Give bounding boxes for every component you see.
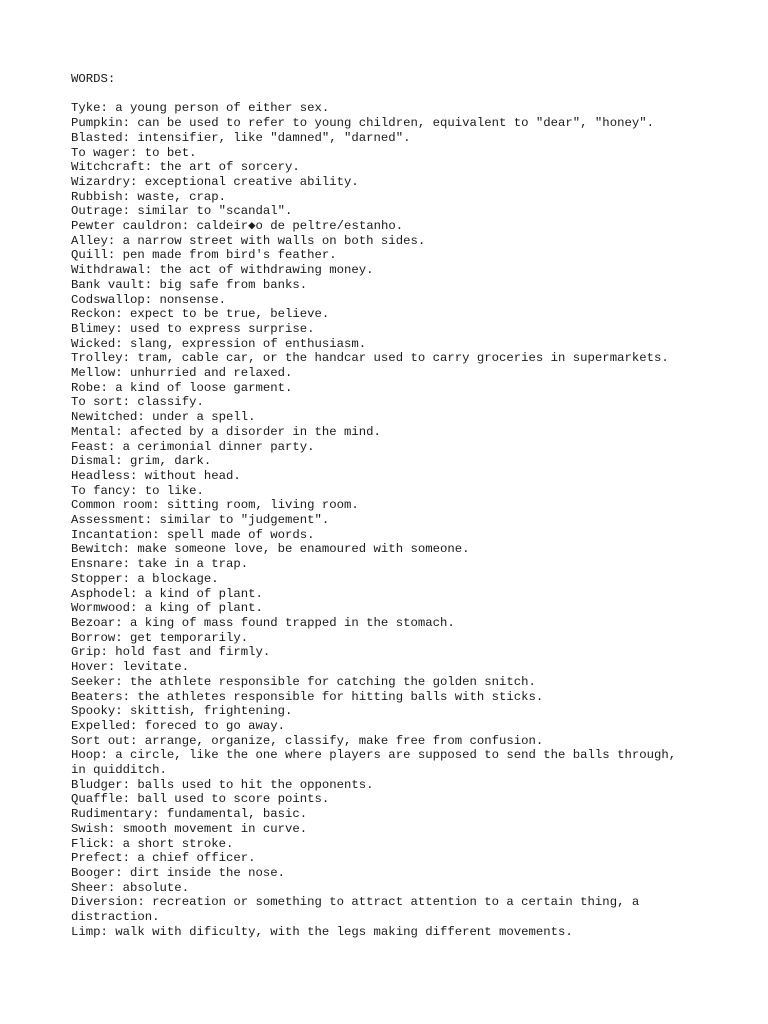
glossary-entry: To wager: to bet.: [71, 145, 197, 160]
glossary-entry: Spooky: skittish, frightening.: [71, 704, 293, 719]
glossary-entry: Expelled: foreced to go away.: [71, 718, 286, 733]
glossary-entry: Feast: a cerimonial dinner party.: [71, 439, 315, 454]
glossary-entry: To sort: classify.: [71, 395, 204, 410]
glossary-entry: Bezoar: a king of mass found trapped in the stomach.: [71, 616, 455, 630]
glossary-entry: Withdrawal: the act of withdrawing money.: [71, 263, 374, 278]
glossary-list: [71, 101, 721, 939]
glossary-entry: Hover: levitate.: [71, 660, 190, 675]
glossary-entry: Blasted: intensifier, like "damned", "darned".: [71, 130, 411, 145]
glossary-entry: Quaffle: ball used to score points.: [71, 792, 330, 807]
glossary-entry: Prefect: a chief officer.: [71, 851, 256, 866]
glossary-entry: Trolley: tram, cable car, or the handcar used to carry groceries in supermarkets.: [71, 351, 669, 366]
glossary-entry: Rudimentary: fundamental, basic.: [71, 807, 308, 822]
glossary-entry: Assessment: similar to "judgement".: [71, 513, 330, 528]
glossary-entry: Codswallop: nonsense.: [71, 292, 226, 307]
glossary-entry: Stopper: a blockage.: [71, 571, 219, 586]
glossary-entry: Booger: dirt inside the nose.: [71, 865, 286, 880]
glossary-entry: Sheer: absolute.: [71, 880, 190, 895]
glossary-entry: To fancy: to like.: [71, 483, 204, 498]
glossary-entry: Newitched: under a spell.: [71, 410, 256, 425]
glossary-entry: Swish: smooth movement in curve.: [71, 821, 308, 836]
glossary-entry: Tyke: a young person of either sex.: [71, 101, 330, 116]
glossary-entry: Mental: afected by a disorder in the mind.: [71, 424, 381, 439]
glossary-entry: Grip: hold fast and firmly.: [71, 645, 271, 660]
glossary-entry: Rubbish: waste, crap.: [71, 189, 226, 204]
glossary-entry: Borrow: get temporarily.: [71, 630, 249, 645]
glossary-entry: Wicked: slang, expression of enthusiasm.: [71, 336, 367, 351]
glossary-entry: Robe: a kind of loose garment.: [71, 380, 293, 395]
glossary-entry: Pewter cauldron: caldeir◆o de peltre/estanho.: [71, 219, 404, 234]
glossary-entry: Diversion: recreation or something to attract attention to a certain thing, a distraction.: [71, 895, 640, 925]
glossary-entry: Dismal: grim, dark.: [71, 454, 212, 469]
glossary-entry: Beaters: the athletes responsible for hitting balls with sticks.: [71, 689, 544, 704]
glossary-entry: Asphodel: a kind of plant.: [71, 586, 263, 601]
glossary-entry: Mellow: unhurried and relaxed.: [71, 366, 293, 381]
document-page: [71, 72, 721, 939]
glossary-entry: Bludger: balls used to hit the opponents.: [71, 777, 374, 792]
glossary-entry: Bewitch: make someone love, be enamoured with someone.: [71, 542, 470, 557]
glossary-entry: Wormwood: a king of plant.: [71, 601, 263, 616]
glossary-entry: Pumpkin: can be used to refer to young children, equivalent to "dear", "honey".: [71, 116, 654, 131]
glossary-entry: Bank vault: big safe from banks.: [71, 277, 308, 292]
glossary-entry: Headless: without head.: [71, 468, 241, 483]
glossary-entry: Sort out: arrange, organize, classify, make free from confusion.: [71, 733, 544, 748]
glossary-entry: Outrage: similar to "scandal".: [71, 204, 293, 219]
glossary-entry: Hoop: a circle, like the one where players are supposed to send the balls through, in quidditch.: [71, 748, 677, 778]
glossary-entry: Blimey: used to express surprise.: [71, 321, 315, 336]
glossary-entry: Common room: sitting room, living room.: [71, 498, 359, 513]
glossary-entry: Incantation: spell made of words.: [71, 527, 315, 542]
glossary-entry: Alley: a narrow street with walls on both sides.: [71, 233, 426, 248]
glossary-entry: Limp: walk with dificulty, with the legs making different movements.: [71, 924, 573, 939]
glossary-entry: Flick: a short stroke.: [71, 836, 234, 851]
glossary-entry: Quill: pen made from bird's feather.: [71, 248, 337, 263]
glossary-entry: Wizardry: exceptional creative ability.: [71, 174, 359, 189]
glossary-entry: Witchcraft: the art of sorcery.: [71, 160, 300, 175]
glossary-entry: Ensnare: take in a trap.: [71, 557, 249, 572]
glossary-entry: Reckon: expect to be true, believe.: [71, 307, 330, 322]
glossary-entry: Seeker: the athlete responsible for catching the golden snitch.: [71, 674, 536, 689]
document-heading: WORDS:: [71, 72, 116, 86]
